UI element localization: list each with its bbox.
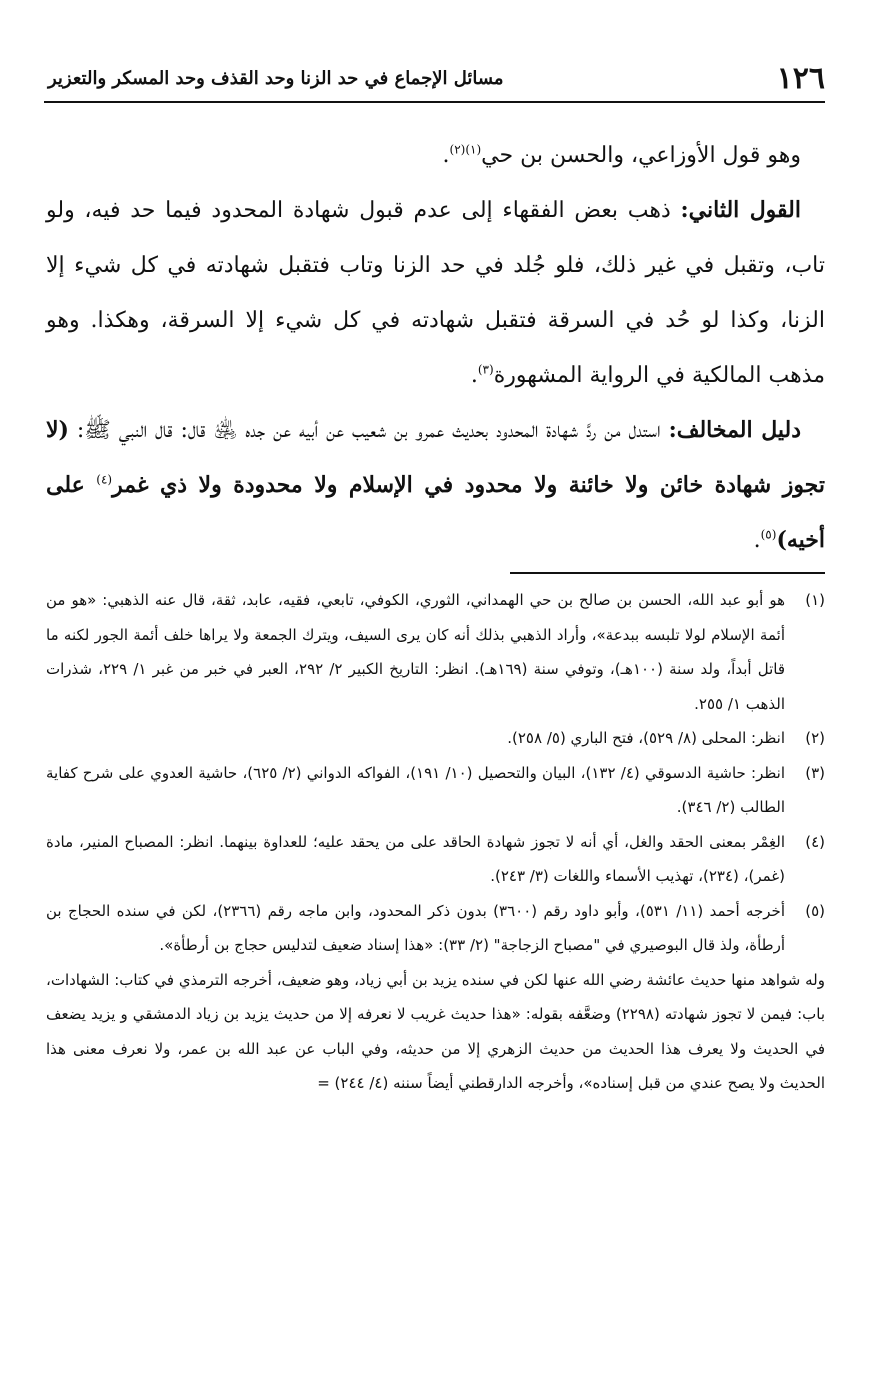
footnote-4 — [46, 825, 825, 894]
footnote-text: الغِمْر بمعنى الحقد والغل، أي أنه لا تجوز شهادة الحاقد على من يحقد عليه؛ للعداوة بينهما. انظر: المصباح المنير، مادة (غمر)، (٢٣٤)، تهذيب الأسماء واللغات (٣/ ٢٤٣). — [46, 832, 785, 885]
paragraph-3-text: استدل من ردَّ شهادة المحدود بحديث عمرو بن شعيب عن أبيه عن جده ﵁ قال: قال النبي ﷺ: — [68, 418, 669, 443]
paragraph-1: وهو قول الأوزاعي، والحسن بن حي$^{(١)(٢)}$. — [442, 142, 801, 168]
header-divider — [44, 101, 825, 103]
paragraph-3: دليل المخالف: استدل من ردَّ شهادة المحدود بحديث عمرو بن شعيب عن أبيه عن جده ﵁ قال: قال النبي ﷺ: (لا تجوز شهادة خائن ولا خائنة ولا محدود في الإسلام ولا محدودة ولا ذي غمر$^{(٤)}$ على أخيه)$^{(٥)}$. — [46, 417, 826, 553]
hadith-quote: (لا تجوز شهادة خائن ولا خائنة ولا محدود في الإسلام ولا محدودة ولا ذي غمر — [46, 417, 826, 498]
page-number: ١٢٦ — [776, 60, 825, 96]
second-opinion-label: القول الثاني: — [680, 197, 801, 223]
hadith-quote-end: على أخيه) — [46, 472, 825, 553]
page-header — [48, 58, 825, 98]
footnote-number: (٢) — [805, 729, 825, 747]
paragraph-2: القول الثاني: ذهب بعض الفقهاء إلى عدم قبول شهادة المحدود فيما حد فيه، ولو تاب، وتقبل في غير ذلك، فلو جُلد في حد الزنا وتاب فتقبل شهادته في كل شيء إلا الزنا، وكذا لو حُد في السرقة فتقبل شهادته في كل شيء إلا السرقة، وهكذا. وهو مذهب المالكية في الرواية المشهورة$^{(٣)}$. — [46, 197, 825, 388]
footnote-ref-5: (٥) — [760, 527, 777, 542]
footnote-ref-4: (٤) — [96, 472, 113, 487]
footnote-3 — [46, 756, 825, 825]
paragraph-1-text: وهو قول الأوزاعي، والحسن بن حي — [481, 143, 801, 168]
footnote-ref-3: (٣) — [477, 362, 494, 377]
running-title: مسائل الإجماع في حد الزنا وحد القذف وحد المسكر والتعزير — [48, 67, 504, 89]
footnote-text: انظر: حاشية الدسوقي (٤/ ١٣٢)، البيان والتحصيل (١٠/ ١٩١)، الفواكه الدواني (٢/ ٦٢٥)، حاشية العدوي على شرح كفاية الطالب (٢/ ٣٤٦). — [46, 763, 786, 816]
footnote-1 — [46, 583, 825, 721]
footnote-text: هو أبو عبد الله، الحسن بن صالح بن حي الهمداني، الثوري، الكوفي، تابعي، فقيه، عابد، ثقة، قال عنه الذهبي: «هو من أئمة الإسلام لولا تلبسه ببدعة»، وأراد الذهبي بذلك أنه كان يرى السيف، ويترك الجمعة ولا يراها خلف أئمة الجور لكنه ما قاتل أبداً، ولد سنة (١٠٠هـ)، وتوفي سنة (١٦٩هـ). انظر: التاريخ الكبير ٢/ ٢٩٢، العبر في خبر من غبر ١/ ٢٢٩، شذرات الذهب ١/ ٢٥٥. — [46, 591, 785, 713]
footnote-number: (٥) — [805, 901, 825, 920]
footnote-number: (٣) — [805, 763, 825, 782]
paragraph-2-text: ذهب بعض الفقهاء إلى عدم قبول شهادة المحدود فيما حد فيه، ولو تاب، وتقبل في غير ذلك، فلو جُلد في حد الزنا وتاب فتقبل شهادته في كل شيء إلا الزنا، وكذا لو حُد في السرقة فتقبل شهادته في كل شيء إلا السرقة، وهكذا. وهو مذهب المالكية في الرواية المشهورة — [46, 198, 825, 388]
footnote-text: أخرجه أحمد (١١/ ٥٣١)، وأبو داود رقم (٣٦٠٠) بدون ذكر المحدود، وابن ماجه رقم (٢٣٦٦)، لكن في سنده الحجاج بن أرطأة، ولذ قال البوصيري في "مصباح الزجاجة" (٢/ ٣٣): «هذا إسناد ضعيف لتدليس حجاج بن أرطأة». — [46, 901, 785, 954]
footnote-number: (١) — [805, 591, 825, 609]
footnote-text: انظر: المحلى (٨/ ٥٢٩)، فتح الباري (٥/ ٢٥٨). — [507, 729, 785, 747]
footnote-ref-1-2: (١)(٢) — [449, 142, 482, 157]
footnote-5 — [46, 894, 825, 963]
main-text — [46, 128, 825, 568]
footnote-divider — [510, 572, 825, 574]
opponent-evidence-label: دليل المخالف: — [668, 417, 801, 443]
footnotes — [46, 583, 825, 1101]
footnote-2 — [46, 721, 825, 756]
footnote-number: (٤) — [805, 832, 825, 851]
footnote-5-continuation: وله شواهد منها حديث عائشة رضي الله عنها لكن في سنده يزيد بن أبي زياد، وهو ضعيف، أخرجه الترمذي في كتاب: الشهادات، باب: فيمن لا تجوز شهادته (٢٢٩٨) وضعَّفه بقوله: «هذا حديث غريب لا نعرفه إلا من حديث يزيد بن زياد الدمشقي و يزيد يضعف في الحديث ولا يعرف هذا الحديث من حديث الزهري إلا من حديثه، وفي الباب عن عبد الله بن عمر، ولا نعرف معنى هذا الحديث ولا يصح عندي من قبل إسناده»، وأخرجه الدارقطني أيضاً سننه (٤/ ٢٤٤) = — [46, 970, 825, 1092]
